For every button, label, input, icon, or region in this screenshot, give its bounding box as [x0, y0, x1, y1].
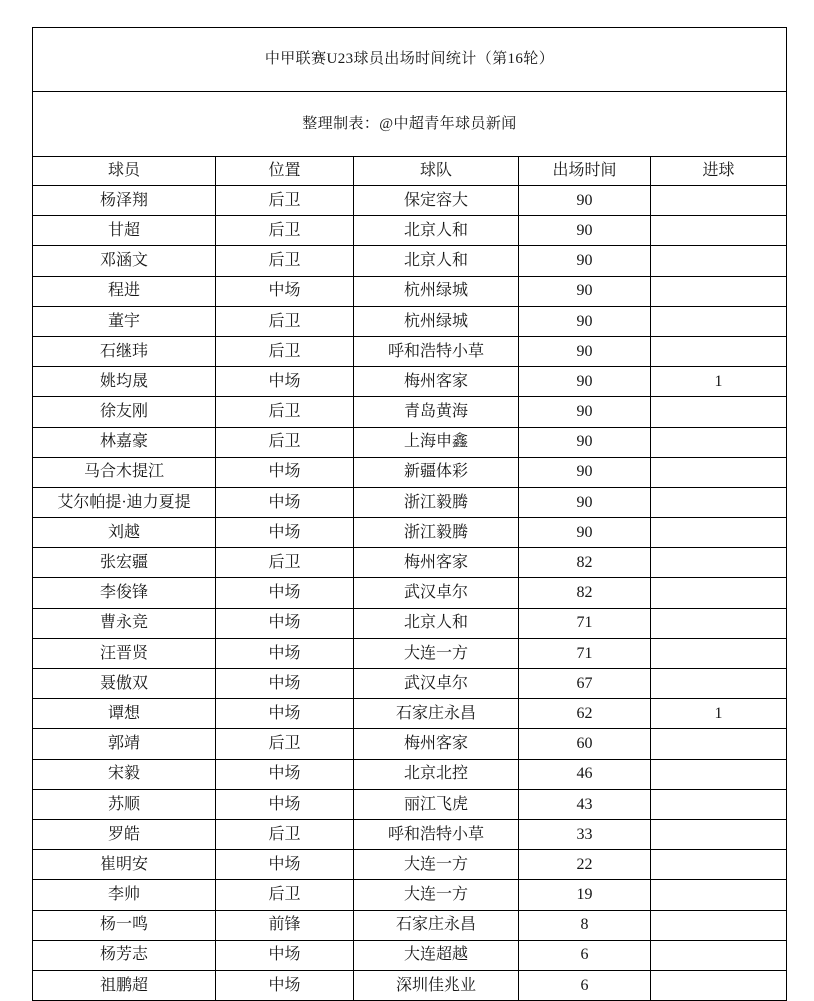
cell-player: 祖鹏超 [33, 970, 216, 1000]
cell-position: 后卫 [216, 186, 354, 216]
cell-minutes: 90 [519, 306, 651, 336]
cell-minutes: 90 [519, 518, 651, 548]
cell-team: 梅州客家 [354, 367, 519, 397]
cell-position: 中场 [216, 970, 354, 1000]
spreadsheet-sheet [32, 27, 786, 1001]
cell-position: 后卫 [216, 246, 354, 276]
cell-player: 汪晋贤 [33, 638, 216, 668]
cell-position: 后卫 [216, 336, 354, 366]
table-row [33, 699, 787, 729]
table-row [33, 608, 787, 638]
cell-team: 新疆体彩 [354, 457, 519, 487]
cell-team: 呼和浩特小草 [354, 336, 519, 366]
cell-goals [651, 487, 787, 517]
cell-position: 中场 [216, 487, 354, 517]
cell-minutes: 82 [519, 578, 651, 608]
cell-minutes: 90 [519, 427, 651, 457]
table-row [33, 336, 787, 366]
cell-position: 中场 [216, 457, 354, 487]
cell-team: 武汉卓尔 [354, 669, 519, 699]
cell-player: 邓涵文 [33, 246, 216, 276]
cell-team: 浙江毅腾 [354, 518, 519, 548]
cell-goals [651, 518, 787, 548]
cell-position: 中场 [216, 789, 354, 819]
table-row [33, 970, 787, 1000]
cell-minutes: 46 [519, 759, 651, 789]
cell-player: 曹永竞 [33, 608, 216, 638]
cell-player: 宋毅 [33, 759, 216, 789]
cell-minutes: 90 [519, 336, 651, 366]
cell-minutes: 90 [519, 276, 651, 306]
cell-goals [651, 397, 787, 427]
cell-goals [651, 216, 787, 246]
cell-position: 中场 [216, 759, 354, 789]
cell-minutes: 90 [519, 397, 651, 427]
cell-goals [651, 940, 787, 970]
table-row [33, 940, 787, 970]
cell-minutes: 60 [519, 729, 651, 759]
table-row [33, 246, 787, 276]
cell-minutes: 90 [519, 186, 651, 216]
cell-player: 郭靖 [33, 729, 216, 759]
cell-team: 梅州客家 [354, 729, 519, 759]
cell-goals [651, 910, 787, 940]
cell-team: 石家庄永昌 [354, 699, 519, 729]
column-header-player: 球员 [33, 157, 216, 186]
cell-goals [651, 729, 787, 759]
cell-position: 中场 [216, 367, 354, 397]
cell-position: 前锋 [216, 910, 354, 940]
cell-minutes: 90 [519, 487, 651, 517]
cell-minutes: 6 [519, 940, 651, 970]
table-row [33, 306, 787, 336]
table-row [33, 427, 787, 457]
table-row [33, 759, 787, 789]
cell-goals [651, 336, 787, 366]
cell-player: 董宇 [33, 306, 216, 336]
cell-player: 姚均晟 [33, 367, 216, 397]
cell-team: 青岛黄海 [354, 397, 519, 427]
cell-player: 石继玮 [33, 336, 216, 366]
cell-goals [651, 789, 787, 819]
cell-position: 中场 [216, 578, 354, 608]
cell-goals [651, 276, 787, 306]
cell-team: 大连一方 [354, 880, 519, 910]
cell-team: 大连超越 [354, 940, 519, 970]
cell-team: 杭州绿城 [354, 306, 519, 336]
column-header-minutes: 出场时间 [519, 157, 651, 186]
page-title: 中甲联赛U23球员出场时间统计（第16轮） [33, 28, 787, 92]
cell-minutes: 90 [519, 216, 651, 246]
cell-position: 中场 [216, 276, 354, 306]
cell-player: 林嘉豪 [33, 427, 216, 457]
cell-goals [651, 457, 787, 487]
cell-player: 聂傲双 [33, 669, 216, 699]
table-row [33, 910, 787, 940]
cell-goals [651, 608, 787, 638]
title-row [33, 28, 787, 92]
cell-minutes: 71 [519, 608, 651, 638]
cell-position: 中场 [216, 699, 354, 729]
table-row [33, 276, 787, 306]
cell-position: 后卫 [216, 427, 354, 457]
cell-goals [651, 669, 787, 699]
table-row [33, 457, 787, 487]
cell-minutes: 90 [519, 367, 651, 397]
cell-team: 保定容大 [354, 186, 519, 216]
cell-minutes: 62 [519, 699, 651, 729]
cell-goals [651, 850, 787, 880]
cell-player: 徐友刚 [33, 397, 216, 427]
cell-player: 谭想 [33, 699, 216, 729]
cell-team: 北京人和 [354, 216, 519, 246]
cell-player: 程进 [33, 276, 216, 306]
cell-goals [651, 427, 787, 457]
column-header-goals: 进球 [651, 157, 787, 186]
cell-player: 杨泽翔 [33, 186, 216, 216]
table-row [33, 397, 787, 427]
table-row [33, 367, 787, 397]
cell-team: 石家庄永昌 [354, 910, 519, 940]
table-row [33, 186, 787, 216]
table-row [33, 880, 787, 910]
cell-position: 中场 [216, 940, 354, 970]
table-row [33, 850, 787, 880]
cell-player: 艾尔帕提·迪力夏提 [33, 487, 216, 517]
cell-player: 张宏疆 [33, 548, 216, 578]
cell-player: 甘超 [33, 216, 216, 246]
cell-goals [651, 306, 787, 336]
cell-position: 后卫 [216, 397, 354, 427]
cell-team: 大连一方 [354, 850, 519, 880]
cell-position: 后卫 [216, 880, 354, 910]
cell-player: 马合木提江 [33, 457, 216, 487]
cell-minutes: 67 [519, 669, 651, 699]
table-row [33, 216, 787, 246]
cell-minutes: 8 [519, 910, 651, 940]
column-header-position: 位置 [216, 157, 354, 186]
cell-team: 北京人和 [354, 608, 519, 638]
cell-position: 后卫 [216, 819, 354, 849]
cell-goals [651, 578, 787, 608]
cell-position: 后卫 [216, 216, 354, 246]
table-row [33, 819, 787, 849]
table-row [33, 729, 787, 759]
cell-goals [651, 970, 787, 1000]
cell-player: 罗皓 [33, 819, 216, 849]
cell-minutes: 43 [519, 789, 651, 819]
cell-position: 中场 [216, 850, 354, 880]
cell-team: 浙江毅腾 [354, 487, 519, 517]
cell-goals [651, 548, 787, 578]
cell-minutes: 71 [519, 638, 651, 668]
cell-minutes: 19 [519, 880, 651, 910]
cell-player: 李帅 [33, 880, 216, 910]
cell-team: 大连一方 [354, 638, 519, 668]
cell-minutes: 90 [519, 246, 651, 276]
cell-player: 苏顺 [33, 789, 216, 819]
cell-team: 深圳佳兆业 [354, 970, 519, 1000]
table-header-row [33, 157, 787, 186]
cell-player: 刘越 [33, 518, 216, 548]
cell-team: 武汉卓尔 [354, 578, 519, 608]
page-subtitle: 整理制表：@中超青年球员新闻 [33, 92, 787, 157]
cell-position: 后卫 [216, 548, 354, 578]
cell-position: 后卫 [216, 306, 354, 336]
cell-goals [651, 186, 787, 216]
cell-team: 呼和浩特小草 [354, 819, 519, 849]
cell-minutes: 22 [519, 850, 651, 880]
cell-goals [651, 759, 787, 789]
cell-goals [651, 880, 787, 910]
cell-minutes: 6 [519, 970, 651, 1000]
cell-team: 北京人和 [354, 246, 519, 276]
cell-goals [651, 638, 787, 668]
stats-table [32, 27, 787, 1001]
table-row [33, 638, 787, 668]
table-row [33, 578, 787, 608]
cell-team: 丽江飞虎 [354, 789, 519, 819]
cell-player: 杨一鸣 [33, 910, 216, 940]
table-body [33, 28, 787, 1001]
cell-goals [651, 819, 787, 849]
cell-goals: 1 [651, 699, 787, 729]
cell-minutes: 33 [519, 819, 651, 849]
column-header-team: 球队 [354, 157, 519, 186]
cell-minutes: 90 [519, 457, 651, 487]
cell-team: 杭州绿城 [354, 276, 519, 306]
cell-position: 中场 [216, 669, 354, 699]
cell-position: 后卫 [216, 729, 354, 759]
table-row [33, 518, 787, 548]
cell-team: 梅州客家 [354, 548, 519, 578]
subtitle-row [33, 92, 787, 157]
table-row [33, 669, 787, 699]
cell-position: 中场 [216, 638, 354, 668]
table-row [33, 789, 787, 819]
cell-position: 中场 [216, 608, 354, 638]
cell-player: 李俊锋 [33, 578, 216, 608]
cell-minutes: 82 [519, 548, 651, 578]
cell-team: 上海申鑫 [354, 427, 519, 457]
cell-player: 崔明安 [33, 850, 216, 880]
table-row [33, 487, 787, 517]
cell-team: 北京北控 [354, 759, 519, 789]
cell-goals: 1 [651, 367, 787, 397]
table-row [33, 548, 787, 578]
cell-player: 杨芳志 [33, 940, 216, 970]
cell-position: 中场 [216, 518, 354, 548]
cell-goals [651, 246, 787, 276]
